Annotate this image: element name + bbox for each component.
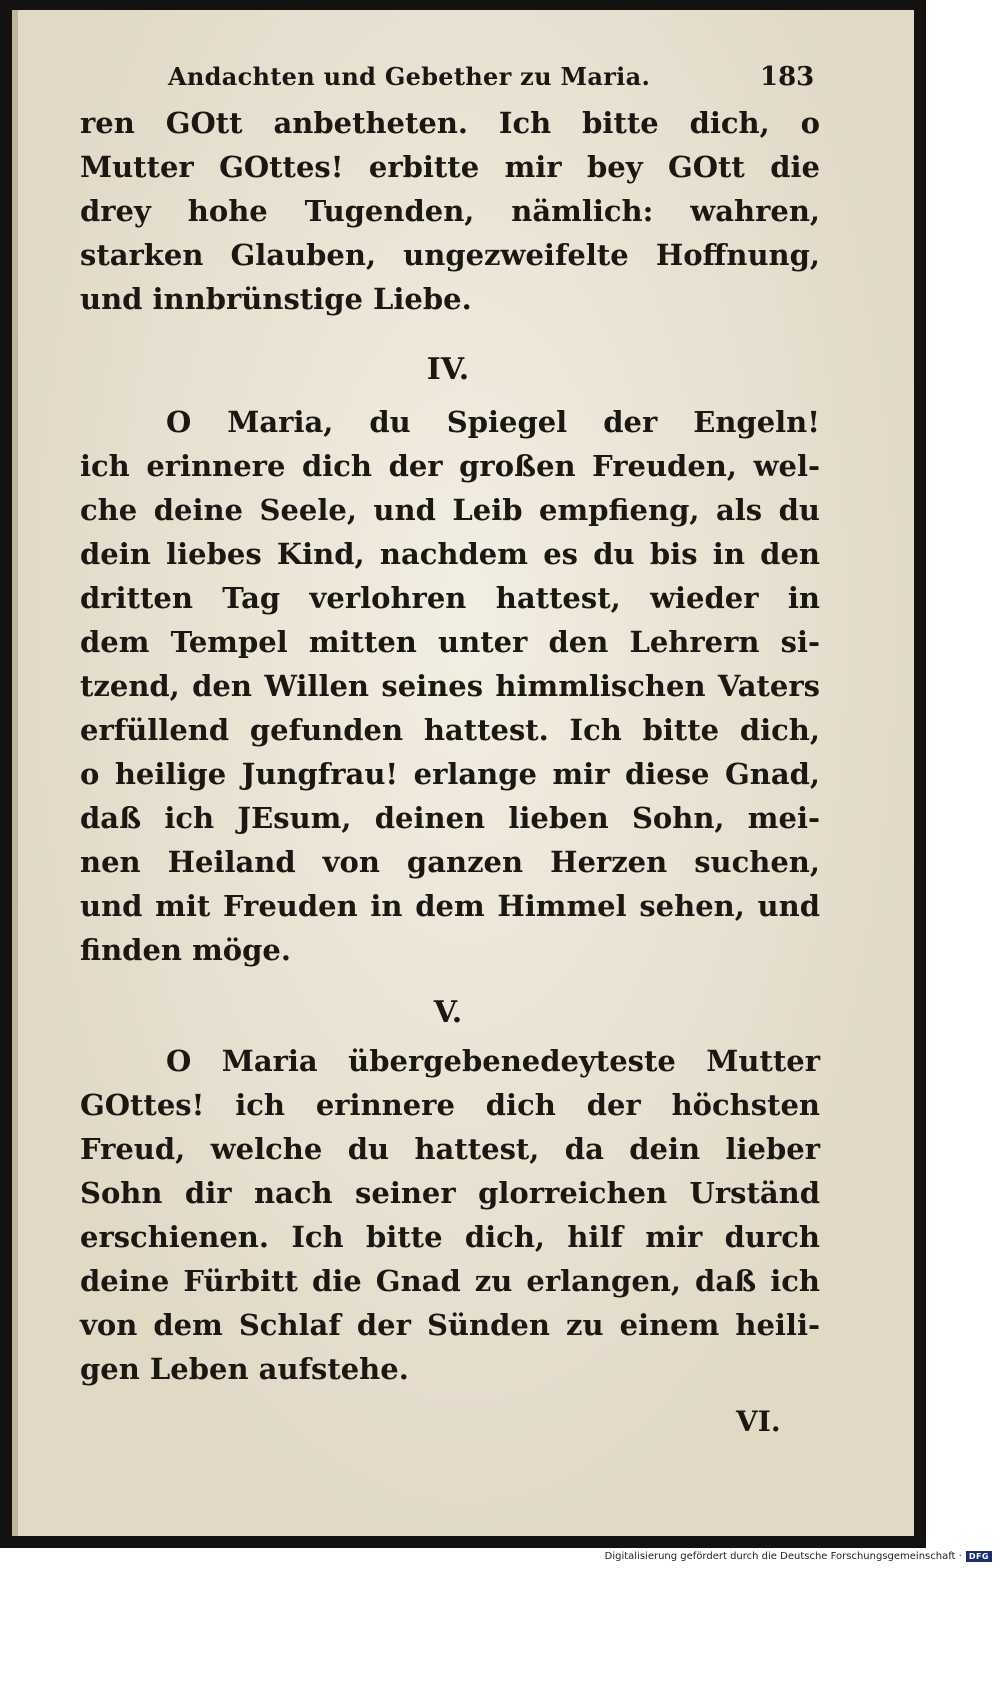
text-line: Mutter GOttes! erbitte mir bey GOtt die	[80, 150, 820, 184]
text-line: nen Heiland von ganzen Herzen suchen,	[80, 845, 820, 879]
page-number: 183	[760, 62, 815, 92]
text-line: Freud, welche du hattest, da dein lieber	[80, 1132, 820, 1166]
dfg-logo-icon: DFG	[966, 1551, 992, 1562]
text-line: Sohn dir nach seiner glorreichen Urständ	[80, 1176, 820, 1210]
text-line: starken Glauben, ungezweifelte Hoffnung,	[80, 238, 820, 272]
text-line: o heilige Jungfrau! erlange mir diese Gnad,	[80, 757, 820, 791]
text-line: erschienen. Ich bitte dich, hilf mir durch	[80, 1220, 820, 1254]
credit-text: Digitalisierung gefördert durch die Deutsche Forschungsgemeinschaft ·	[604, 1551, 962, 1562]
digitization-credit	[605, 1551, 992, 1562]
text-line: daß ich JEsum, deinen lieben Sohn, mei-	[80, 801, 820, 835]
text-line: ren GOtt anbetheten. Ich bitte dich, o	[80, 106, 820, 140]
text-line: ich erinnere dich der großen Freuden, wel-	[80, 449, 820, 483]
text-line: O Maria, du Spiegel der Engeln!	[166, 405, 820, 439]
text-line: drey hohe Tugenden, nämlich: wahren,	[80, 194, 820, 228]
text-line: dritten Tag verlohren hattest, wieder in	[80, 581, 820, 615]
text-line: von dem Schlaf der Sünden zu einem heili-	[80, 1308, 820, 1342]
text-line: che deine Seele, und Leib empfieng, als du	[80, 493, 820, 527]
text-line: GOttes! ich erinnere dich der höchsten	[80, 1088, 820, 1122]
text-line: gen Leben aufstehe.	[80, 1352, 409, 1386]
section-numeral-iv: IV.	[426, 352, 470, 387]
text-line: finden möge.	[80, 933, 291, 967]
text-line: erfüllend gefunden hattest. Ich bitte dich,	[80, 713, 820, 747]
text-line: O Maria übergebenedeyteste Mutter	[166, 1044, 820, 1078]
running-title: Andachten und Gebether zu Maria.	[168, 62, 651, 91]
text-line: und mit Freuden in dem Himmel sehen, und	[80, 889, 820, 923]
text-line: tzend, den Willen seines himmlischen Vaters	[80, 669, 820, 703]
text-line: dem Tempel mitten unter den Lehrern si-	[80, 625, 820, 659]
book-page	[12, 10, 914, 1536]
catchword: VI.	[736, 1405, 781, 1438]
text-line: und innbrünstige Liebe.	[80, 282, 472, 316]
text-line: deine Fürbitt die Gnad zu erlangen, daß ich	[80, 1264, 820, 1298]
section-numeral-v: V.	[433, 995, 463, 1030]
text-line: dein liebes Kind, nachdem es du bis in den	[80, 537, 820, 571]
